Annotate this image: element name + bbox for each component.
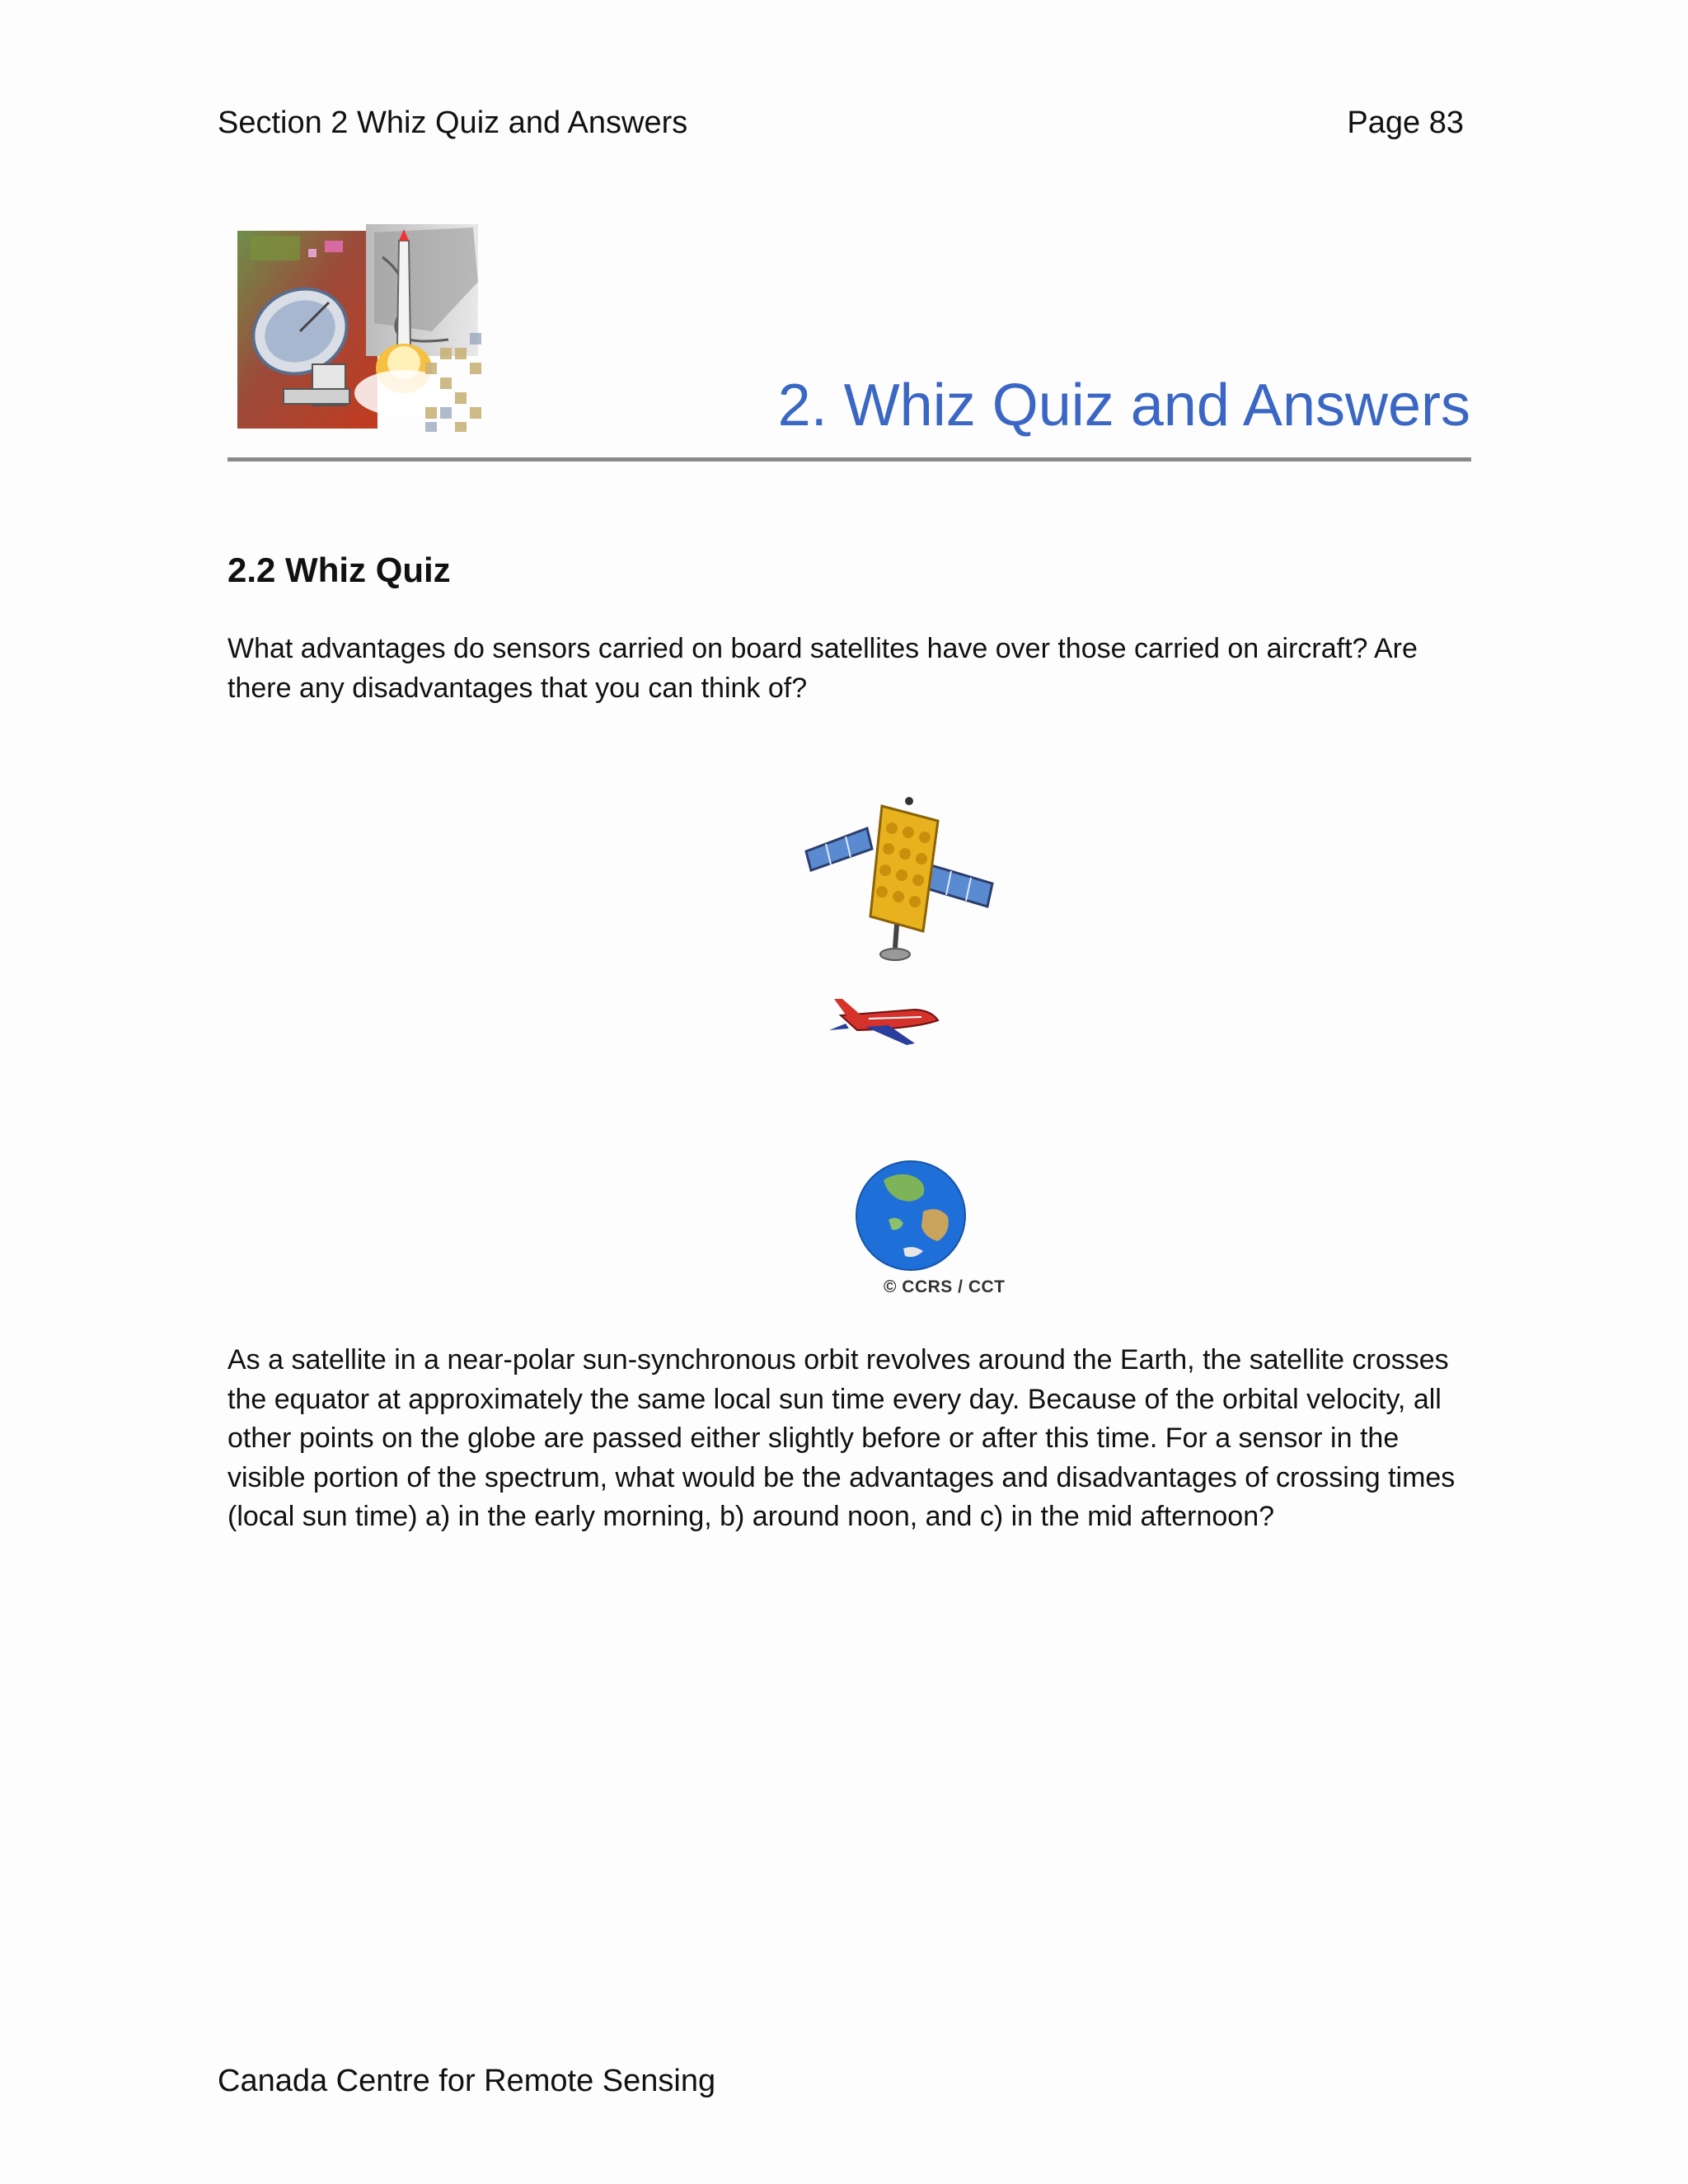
jet-aircraft-icon [829,999,938,1045]
quiz-question-1: What advantages do sensors carried on board satellites have over those carried on aircraft? Are there any disadvantages that you can think of? [227,633,1418,704]
satellite-icon [806,797,992,960]
satellite-dish-rocket-collage-icon [234,224,486,435]
section-heading: 2.2 Whiz Quiz [227,551,451,589]
running-header-page-number: Page 83 [1347,105,1464,140]
satellite-aircraft-earth-figure [791,783,1030,1302]
running-header-section: Section 2 Whiz Quiz and Answers [218,105,688,140]
footer-organization: Canada Centre for Remote Sensing [218,2064,716,2098]
quiz-question-2: As a satellite in a near-polar sun-synchronous orbit revolves around the Earth, the satellite crosses the equator at approximately the same local sun time every day. Because of the orbital velocity, all other points on the globe are passed either slightly before or after this time. For a sensor in the visible portion of the spectrum, what would be the advantages and disadvantages of crossing times (local sun time) a) in the early morning, b) around noon, and c) in the mid afternoon? [227,1344,1456,1532]
title-divider [227,457,1471,462]
earth-globe-icon [856,1161,965,1270]
chapter-title: 2. Whiz Quiz and Answers [777,373,1470,438]
figure-credit: © CCRS / CCT [884,1277,1006,1296]
